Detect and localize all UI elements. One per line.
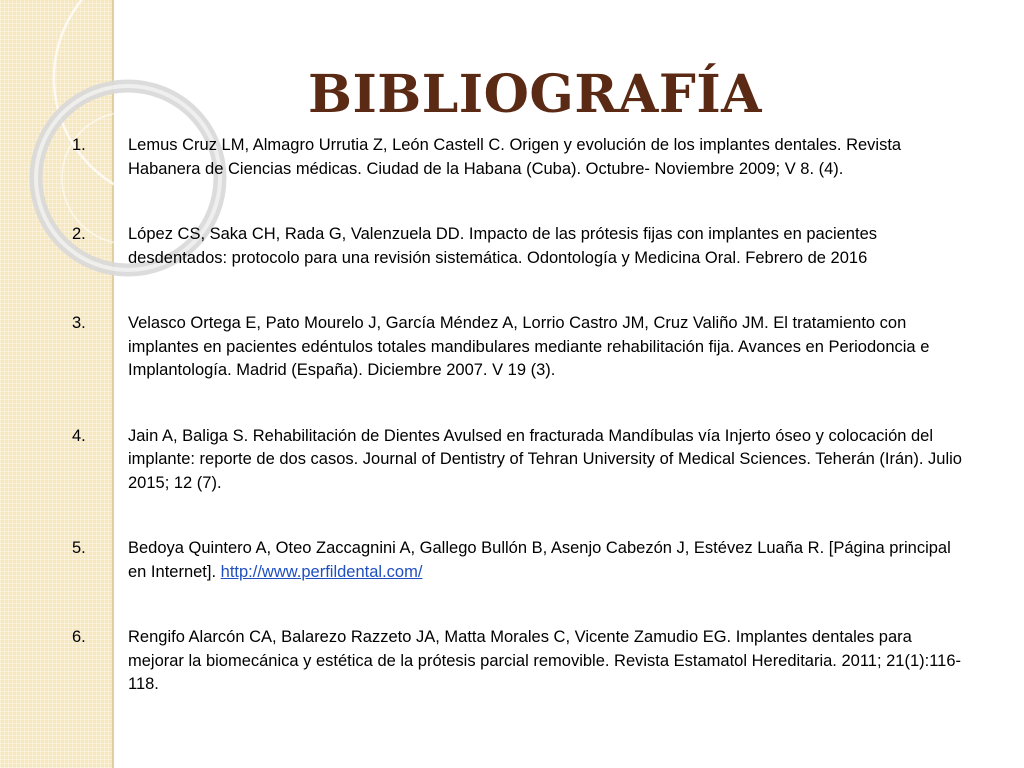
- reference-number: 1.: [72, 136, 86, 154]
- reference-item: [72, 223, 972, 270]
- reference-item: [72, 134, 972, 181]
- reference-text: Lemus Cruz LM, Almagro Urrutia Z, León Castell C. Origen y evolución de los implantes dentales. Revista Habanera de Ciencias médicas. Ciudad de la Habana (Cuba). Octubre- Noviembre 2009; V 8. (4).: [128, 136, 902, 178]
- reference-item: [72, 537, 972, 584]
- reference-number: 4.: [72, 426, 86, 445]
- reference-text: [128, 539, 951, 581]
- reference-text: Jain A, Baliga S. Rehabilitación de Dientes Avulsed en fracturada Mandíbulas vía Injerto óseo y colocación del implante: reporte de dos casos. Journal of Dentistry of Tehran University of Medical Sciences. Teherán (Irán). Julio 2015; 12 (7).: [128, 426, 962, 492]
- reference-item: [72, 626, 972, 697]
- reference-number: 6.: [72, 628, 86, 646]
- slide-title: BIBLIOGRAFÍA: [308, 64, 762, 125]
- reference-number: 3.: [72, 314, 86, 332]
- reference-text: López CS, Saka CH, Rada G, Valenzuela DD. Impacto de las prótesis fijas con implantes en pacientes desdentados: protocolo para una revisión sistemática. Odontología y Medicina Oral. Febrero de 2016: [128, 225, 877, 267]
- reference-item: [72, 425, 972, 496]
- reference-number: 2.: [72, 225, 86, 243]
- reference-text-body: Bedoya Quintero A, Oteo Zaccagnini A, Gallego Bullón B, Asenjo Cabezón J, Estévez Luaña R. [Página principal en Internet].: [128, 539, 951, 581]
- reference-list: [72, 134, 972, 697]
- reference-text: Velasco Ortega E, Pato Mourelo J, García Méndez A, Lorrio Castro JM, Cruz Valiño JM. El tratamiento con implantes en pacientes edéntulos totales mandibulares mediante rehabilitación fija. Avances en Periodoncia e Implantología. Madrid (España). Diciembre 2007. V 19 (3).: [128, 314, 930, 379]
- reference-item: [72, 312, 972, 383]
- reference-number: 5.: [72, 539, 86, 557]
- reference-text: Rengifo Alarcón CA, Balarezo Razzeto JA, Matta Morales C, Vicente Zamudio EG. Implantes dentales para mejorar la biomecánica y estética de la prótesis parcial removible. Revista Estamatol Hereditaria. 2011; 21(1):116-118.: [128, 628, 962, 693]
- perfildental-link[interactable]: http://www.perfildental.com/: [220, 562, 423, 581]
